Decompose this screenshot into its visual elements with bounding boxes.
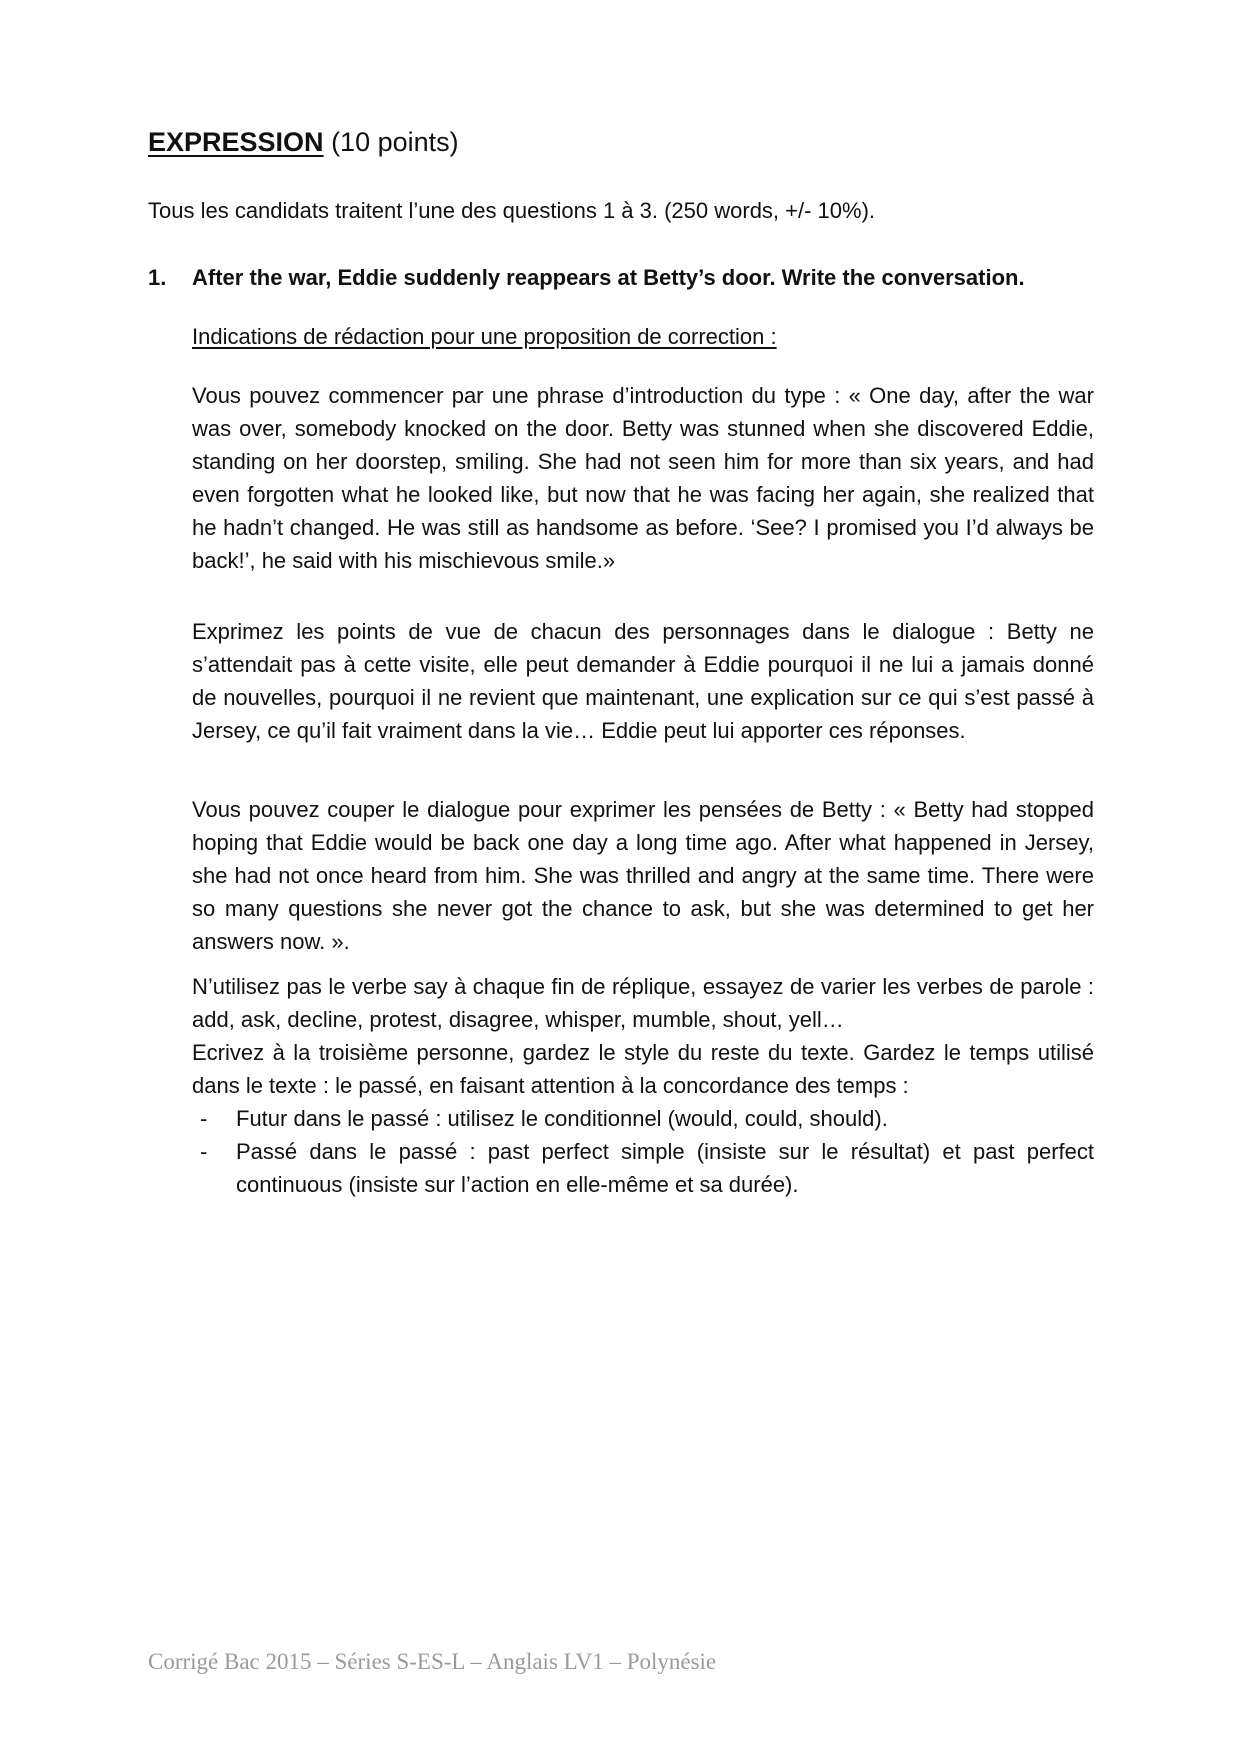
list-item [192,1102,1094,1135]
bullet-marker: - [200,1106,208,1131]
guidance-heading-block [192,320,1094,353]
guidance-paragraph-1: Vous pouvez commencer par une phrase d’introduction du type : « One day, after the war was over, somebody knocked on the door. Betty was stunned when she discovered Eddie, standing on her doorstep, smiling. She had not seen him for more than six years, and had even forgotten what he looked like, but now that he was facing her again, she realized that he hadn’t changed. He was still as handsome as before. ‘See? I promised you I’d always be back!’, he said with his mischievous smile.» [192,383,1094,573]
tense-advice: Ecrivez à la troisième personne, gardez le style du reste du texte. Gardez le temps utilisé dans le texte : le passé, en faisant attention à la concordance des temps : [192,1040,1094,1098]
guidance-paragraph-4 [192,970,1094,1201]
question-text: After the war, Eddie suddenly reappears at Betty’s door. Write the conversation. [192,265,1025,290]
bullet-marker: - [200,1139,208,1164]
guidance-paragraph-3: Vous pouvez couper le dialogue pour exprimer les pensées de Betty : « Betty had stopped hoping that Eddie would be back one day a long time ago. After what happened in Jersey, she had not once heard from him. She was thrilled and angry at the same time. There were so many questions she never got the chance to ask, but she was determined to get her answers now. ». [192,797,1094,954]
page-footer: Corrigé Bac 2015 – Séries S-ES-L – Anglais LV1 – Polynésie [148,1649,717,1674]
speech-verbs-advice: N’utilisez pas le verbe say à chaque fin de réplique, essayez de varier les verbes de parole : add, ask, decline, protest, disagree, whisper, mumble, shout, yell… [192,974,1094,1032]
question-1 [148,261,1094,294]
section-title [148,124,459,160]
question-number: 1. [148,265,167,290]
section-title-main: EXPRESSION [148,127,324,157]
guidance-heading: Indications de rédaction pour une proposition de correction : [192,324,777,349]
guidance-paragraph-2: Exprimez les points de vue de chacun des personnages dans le dialogue : Betty ne s’attendait pas à cette visite, elle peut demander à Eddie pourquoi il ne lui a jamais donné de nouvelles, pourquoi il ne revient que maintenant, une explication sur ce qui s’est passé à Jersey, ce qu’il fait vraiment dans la vie… Eddie peut lui apporter ces réponses. [192,619,1094,743]
list-item [192,1135,1094,1201]
bullet-text: Passé dans le passé : past perfect simple (insiste sur le résultat) et past perfect continuous (insiste sur l’action en elle-même et sa durée). [236,1139,1094,1197]
bullet-text: Futur dans le passé : utilisez le conditionnel (would, could, should). [236,1106,888,1131]
section-title-points: (10 points) [323,127,459,157]
instructions-line: Tous les candidats traitent l’une des questions 1 à 3. (250 words, +/- 10%). [148,198,876,223]
tense-bullet-list [192,1102,1094,1201]
